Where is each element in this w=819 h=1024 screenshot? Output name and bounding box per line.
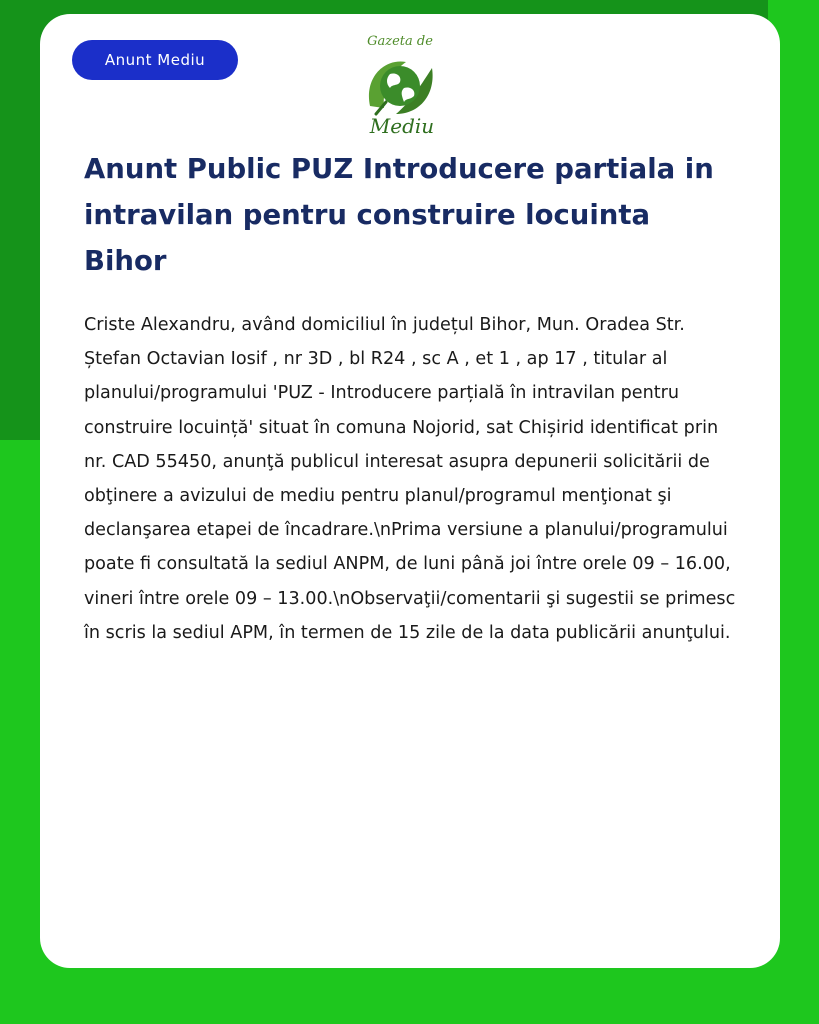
article-title: Anunt Public PUZ Introducere partiala in intravilan pentru construire locuinta Bihor xyxy=(84,153,714,277)
article-body: Criste Alexandru, având domiciliul în județul Bihor, Mun. Oradea Str. Ștefan Octavian Iosif , nr 3D , bl R24 , sc A , et 1 , ap 17 , titular al planului/programului 'PUZ - Introducere parțială în intravilan pentru construire locuință' situat în comuna Nojorid, sat Chișirid identificat prin nr. CAD 55450, anunţă publicul interesat asupra depunerii solicitării de obţinere a avizului de mediu pentru planul/programul menţionat şi declanşarea etapei de încadrare.\nPrima versiune a planului/programului poate fi consultată la sediul ANPM, de luni până joi între orele 09 – 16.00, vineri între orele 09 – 13.00.\nObservaţii/comentarii şi sugestii se primesc în scris la sediul APM, în termen de 15 zile de la data publicării anunţului. xyxy=(84,315,736,643)
category-badge[interactable]: Anunt Mediu xyxy=(72,40,238,80)
globe-leaf-icon xyxy=(362,48,438,120)
logo-text-top: Gazeta de xyxy=(367,34,433,49)
announcement-card xyxy=(40,14,780,968)
logo-text-bottom: Mediu xyxy=(369,114,435,138)
gazeta-de-mediu-logo xyxy=(352,34,448,144)
